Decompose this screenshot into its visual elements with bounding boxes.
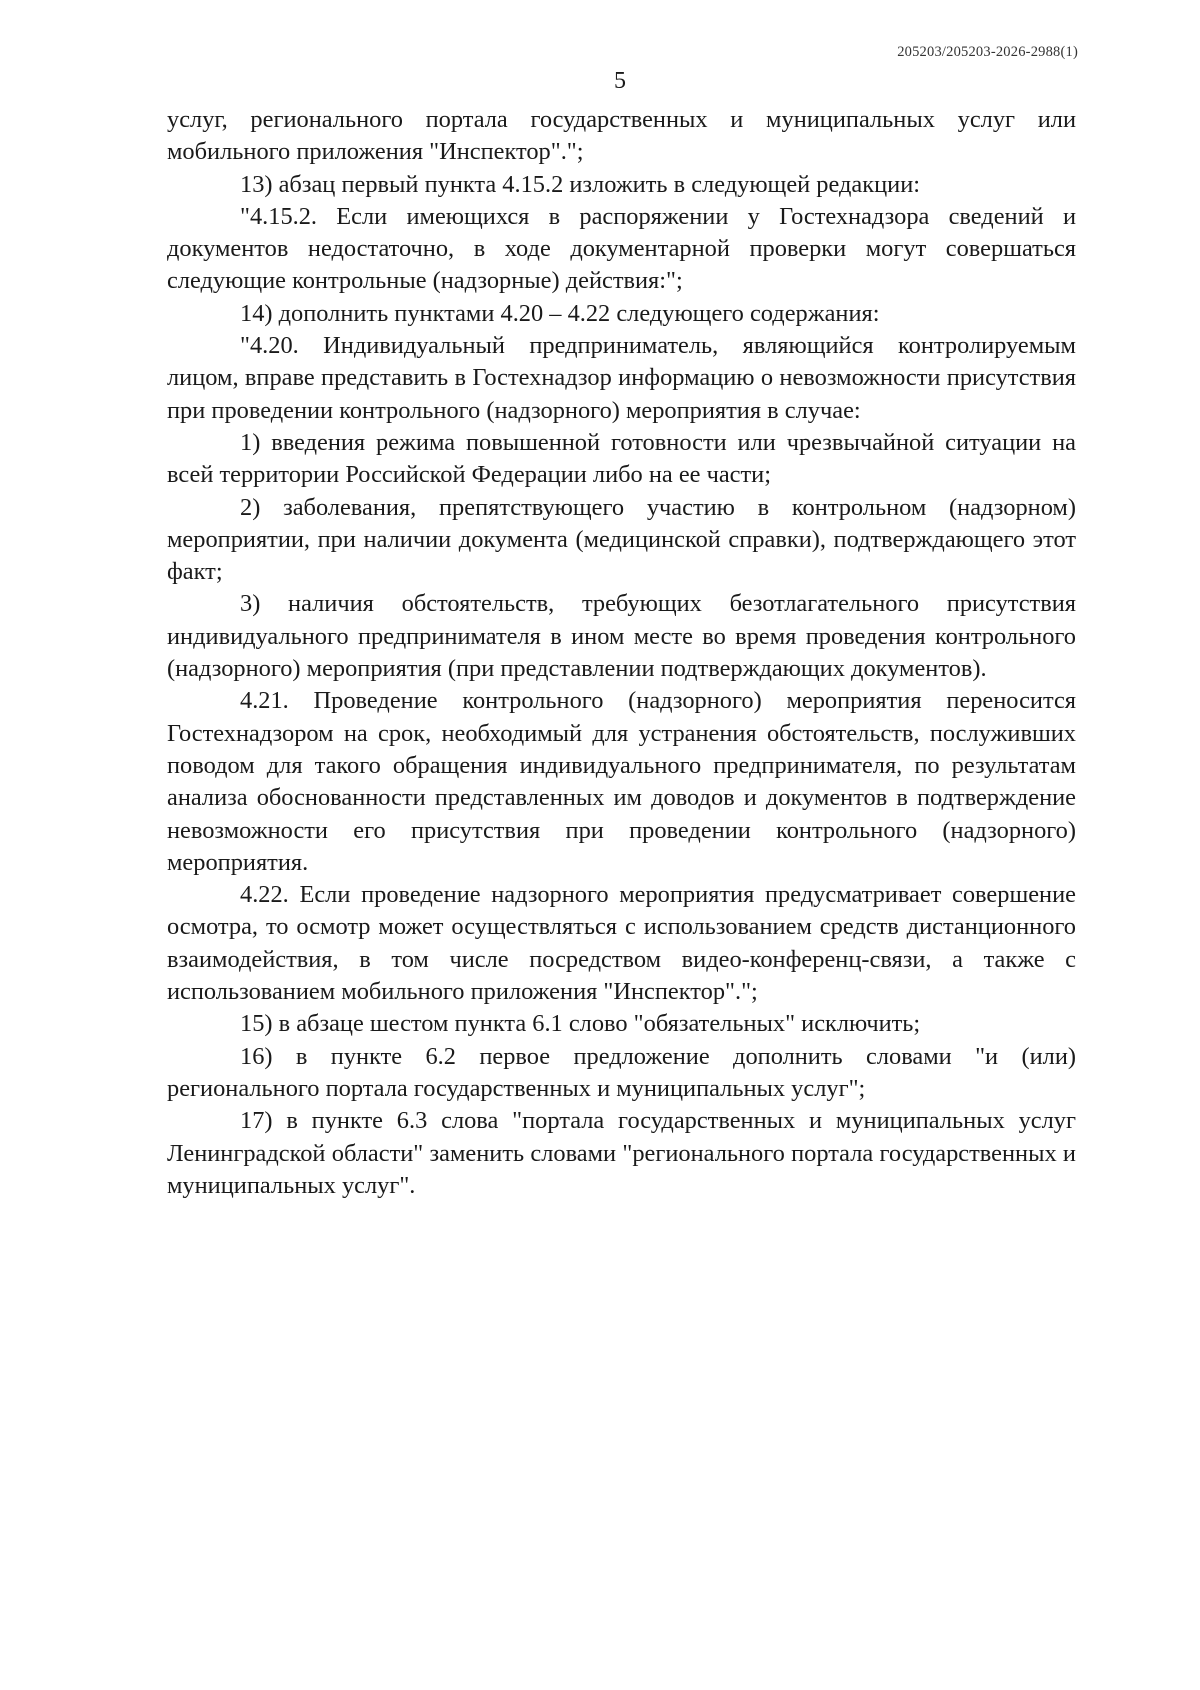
paragraph-item-17: 17) в пункте 6.3 слова "портала государственных и муниципальных услуг Ленинградской области" заменить словами "регионального портала государственных и муниципальных услуг". bbox=[167, 1107, 1076, 1199]
paragraph-subitem-2: 2) заболевания, препятствующего участию в контрольном (надзорном) мероприятии, при наличии документа (медицинской справки), подтверждающего этот факт; bbox=[167, 493, 1076, 586]
paragraph-item-14: 14) дополнить пунктами 4.20 – 4.22 следующего содержания: bbox=[240, 299, 880, 327]
paragraph-item-15: 15) в абзаце шестом пункта 6.1 слово "обязательных" исключить; bbox=[240, 1010, 921, 1038]
paragraph-continuation: услуг, регионального портала государственных и муниципальных услуг или мобильного приложения "Инспектор"."; bbox=[167, 106, 1076, 166]
paragraph-clause-4-20: "4.20. Индивидуальный предприниматель, являющийся контролируемым лицом, вправе представить в Гостехнадзор информацию о невозможности присутствия при проведении контрольного (надзорного) мероприятия в случае: bbox=[167, 332, 1076, 424]
paragraph-subitem-1: 1) введения режима повышенной готовности или чрезвычайной ситуации на всей территории Российской Федерации либо на ее части; bbox=[167, 428, 1076, 489]
page-number: 5 bbox=[614, 68, 626, 94]
paragraph-clause-4-21: 4.21. Проведение контрольного (надзорного) мероприятия переносится Гостехнадзором на срок, необходимый для устранения обстоятельств, послуживших поводом для такого обращения индивидуального предпринимателя, по результатам анализа обоснованности представленных им доводов и документов в подтверждение невозможности его присутствия при проведении контрольного (надзорного) мероприятия. bbox=[167, 687, 1076, 876]
paragraph-quote-4-15-2: "4.15.2. Если имеющихся в распоряжении у Гостехнадзора сведений и документов недостаточно, в ходе документарной проверки могут совершаться следующие контрольные (надзорные) действия:"; bbox=[167, 202, 1076, 295]
paragraph-item-16: 16) в пункте 6.2 первое предложение дополнить словами "и (или) регионального портала государственных и муниципальных услуг"; bbox=[167, 1042, 1076, 1102]
paragraph-subitem-3: 3) наличия обстоятельств, требующих безотлагательного присутствия индивидуального предпринимателя в ином месте во время проведения контрольного (надзорного) мероприятия (при представлении подтверждающих документов). bbox=[167, 590, 1076, 683]
document-body bbox=[167, 104, 1076, 1202]
paragraph-item-13: 13) абзац первый пункта 4.15.2 изложить в следующей редакции: bbox=[240, 170, 921, 198]
paragraph-clause-4-22: 4.22. Если проведение надзорного мероприятия предусматривает совершение осмотра, то осмотр может осуществляться с использованием средств дистанционного взаимодействия, в том числе посредством видео-конференц-связи, а также с использованием мобильного приложения "Инспектор"."; bbox=[167, 881, 1076, 1006]
document-id: 205203/205203-2026-2988(1) bbox=[897, 44, 1078, 60]
